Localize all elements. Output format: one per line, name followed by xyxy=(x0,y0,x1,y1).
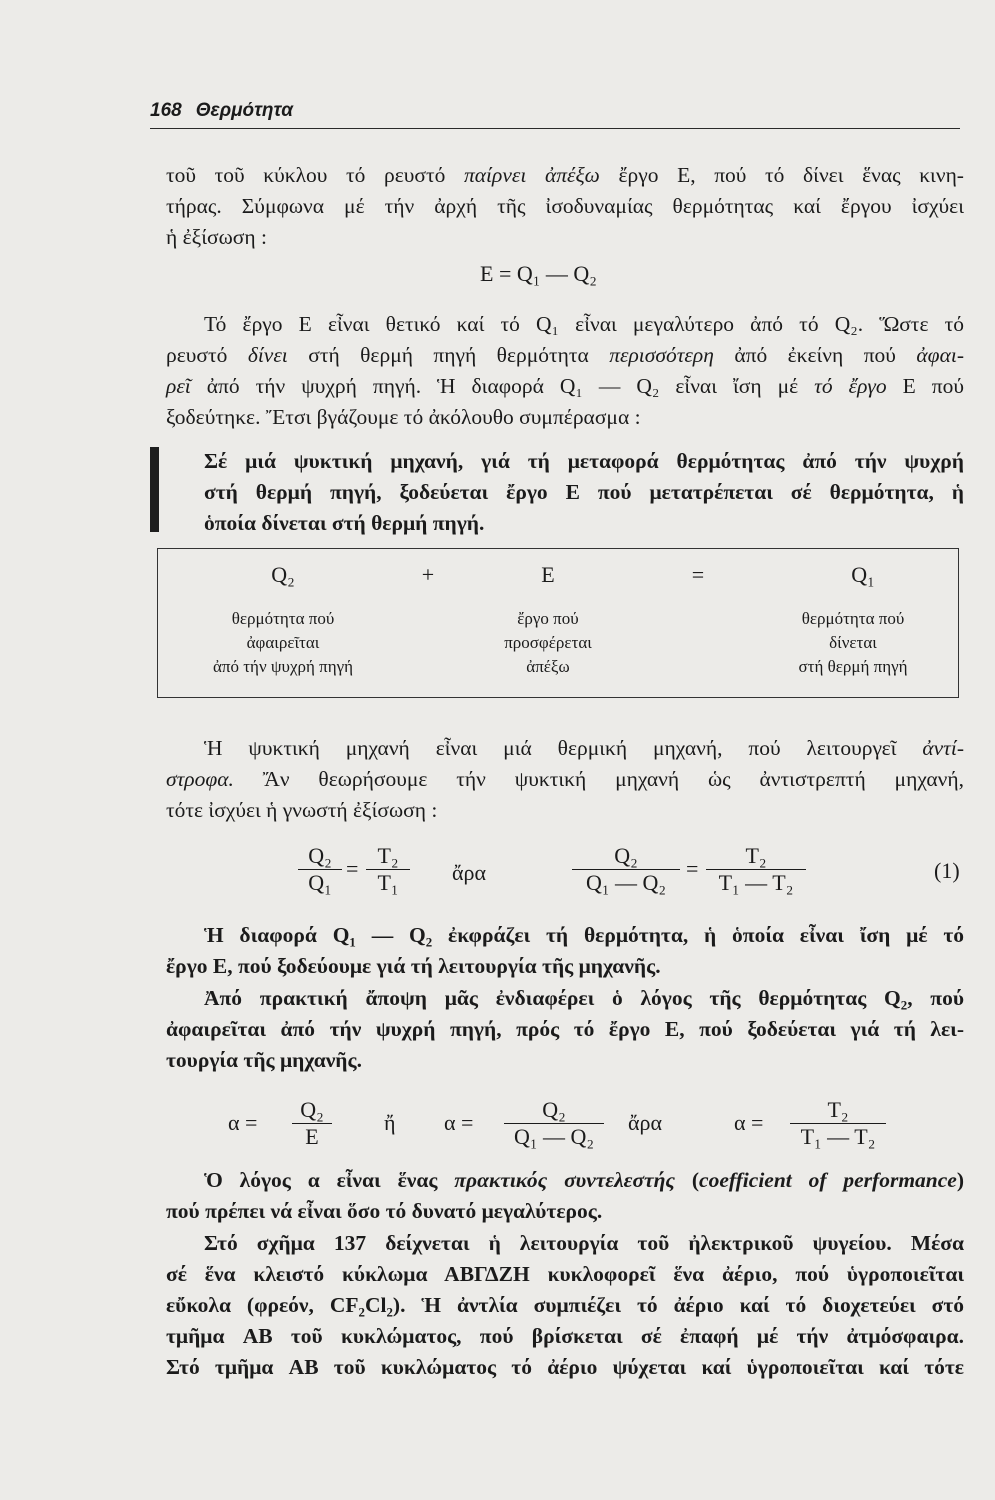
english-term: coefficient of performance xyxy=(699,1168,957,1192)
energy-balance-box xyxy=(157,548,959,698)
denominator: Q₁ — Q₂ xyxy=(504,1123,604,1150)
desc-line: θερμότητα πού xyxy=(801,609,905,628)
text-line: ἡ ἐξίσωση : xyxy=(166,225,267,249)
text-line: Ἀπό πρακτική ἄποψη μᾶς ἐνδιαφέρει ὁ λόγος τῆς θερμότητας Q₂, πού xyxy=(204,986,964,1010)
text-segment: Ὁ λόγος α εἶναι ἕνας xyxy=(204,1168,455,1192)
emphasis-text: παίρνει ἀπέξω xyxy=(464,163,600,187)
paragraph-3 xyxy=(166,733,964,826)
text-line: ἀφαιρεῖται ἀπό τήν ψυχρή πηγή, πρός τό ἔργο E, πού ξοδεύεται γιά τή λει- xyxy=(166,1017,964,1041)
fraction-t2-over-diff xyxy=(790,1097,886,1150)
numerator: Q₂ xyxy=(300,1097,324,1122)
desc-line: δίνεται xyxy=(829,633,877,652)
text-line: Στό σχῆμα 137 δείχνεται ἡ λειτουργία τοῦ ἠλεκτρικοῦ ψυγείου. Μέσα xyxy=(204,1231,964,1255)
box-e-description xyxy=(458,607,638,679)
desc-line: ἔργο πού xyxy=(517,609,579,628)
box-q1-description xyxy=(758,607,948,679)
equation-work: E = Q₁ — Q₂ xyxy=(480,261,597,286)
text-line: ἔργο E, πού ξοδεύουμε γιά τή λειτουργία τῆς μηχανῆς. xyxy=(166,954,661,978)
desc-line: θερμότητα πού xyxy=(231,609,335,628)
emphasis-text: ἀφαι- xyxy=(916,343,964,367)
text-segment: ἔργο E, πού τό δίνει ἕνας κινη- xyxy=(599,163,964,187)
therefore-word: ἄρα xyxy=(628,1110,663,1135)
text-line: στή θερμή πηγή, ξοδεύεται ἔργο E πού μετατρέπεται σέ θερμότητα, ἡ xyxy=(204,480,964,504)
numerator: Q₂ xyxy=(308,843,332,868)
running-header xyxy=(150,100,293,122)
desc-line: ἀπό τήν ψυχρή πηγή xyxy=(212,657,353,676)
text-line: τήρας. Σύμφωνα μέ τήν ἀρχή τῆς ἰσοδυναμίας θερμότητας καί ἔργου ἰσχύει xyxy=(166,194,964,218)
text-line: εὔκολα (φρεόν, CF₂Cl₂). Ἡ ἀντλία συμπιέζει τό ἀέριο καί τό διοχετεύει στό xyxy=(166,1293,964,1317)
denominator: Q₁ — Q₂ xyxy=(572,869,680,896)
text-line: τότε ἰσχύει ἡ γνωστή ἐξίσωση : xyxy=(166,798,438,822)
therefore-word: ἄρα xyxy=(452,860,487,885)
denominator: T₁ — T₂ xyxy=(706,869,806,896)
numerator: T₂ xyxy=(745,843,767,868)
box-plus: + xyxy=(421,562,435,587)
fraction-q2-over-diff xyxy=(572,843,680,896)
text-line: Σέ μιά ψυκτική μηχανή, γιά τή μεταφορά θερμότητας ἀπό τήν ψυχρή xyxy=(204,449,964,473)
text-segment: E πού xyxy=(886,374,965,398)
emphasis-text: στροφα. xyxy=(166,767,234,791)
text-line xyxy=(166,340,964,371)
text-segment: τοῦ τοῦ κύκλου τό ρευστό xyxy=(166,163,464,187)
denominator: T₁ — T₂ xyxy=(790,1123,886,1150)
emphasis-text: ἀντί- xyxy=(922,736,964,760)
fraction-t2-t1 xyxy=(366,843,410,896)
alpha-equals: α = xyxy=(734,1110,764,1135)
emphasis-text: ρεῖ xyxy=(166,374,191,398)
emphasis-text: τό ἔργο xyxy=(814,374,887,398)
text-line: Ἡ διαφορά Q₁ — Q₂ ἐκφράζει τή θερμότητα, ἡ ὁποία εἶναι ἴση μέ τό xyxy=(204,923,964,947)
denominator: E xyxy=(292,1123,332,1150)
desc-line: στή θερμή πηγή xyxy=(798,657,908,676)
text-segment: στή θερμή πηγή θερμότητα xyxy=(287,343,610,367)
numerator: Q₂ xyxy=(614,843,638,868)
text-line: τουργία τῆς μηχανῆς. xyxy=(166,1048,362,1072)
fraction-q2-q1 xyxy=(298,843,342,896)
paragraph-1 xyxy=(166,160,964,253)
paragraph-2 xyxy=(166,309,964,433)
box-q1: Q₁ xyxy=(851,562,875,587)
text-segment: Ἡ ψυκτική μηχανή εἶναι μιά θερμική μηχανή, πού λειτουργεῖ xyxy=(204,736,923,760)
text-line: τμῆμα AB τοῦ κυκλώματος, πού βρίσκεται σέ ἐπαφή μέ τήν ἀτμόσφαιρα. xyxy=(166,1324,964,1348)
denominator: T₁ xyxy=(366,869,410,896)
paragraph-4 xyxy=(166,920,964,982)
emphasis-text: δίνει xyxy=(247,343,288,367)
emphasis-text: πρακτικός συντελεστής xyxy=(454,1168,675,1192)
alpha-equals: α = xyxy=(444,1110,474,1135)
page-number: 168 xyxy=(150,100,182,121)
text-line: σέ ἕνα κλειστό κύκλωμα ΑΒΓΔΖΗ κυκλοφορεῖ ἕνα ἀέριο, πού ὑγροποιεῖται xyxy=(166,1262,964,1286)
paragraph-6 xyxy=(166,1165,964,1227)
conclusion-statement xyxy=(204,446,964,539)
desc-line: ἀπέξω xyxy=(526,657,570,676)
text-segment: ) xyxy=(956,1168,965,1192)
text-segment: ρευστό xyxy=(166,343,248,367)
text-line xyxy=(166,371,964,402)
text-line xyxy=(166,160,964,191)
box-e: E xyxy=(541,562,555,587)
text-line: ὁποία δίνεται στή θερμή πηγή. xyxy=(204,511,485,535)
header-rule xyxy=(150,128,960,129)
text-line xyxy=(166,1165,964,1196)
equals-sign: = xyxy=(346,856,359,881)
chapter-title: Θερμότητα xyxy=(195,100,294,121)
text-segment: ἀπό τήν ψυχρή πηγή. Ἡ διαφορά Q₁ — Q₂ εἶναι ἴση μέ xyxy=(190,374,815,398)
or-word: ἤ xyxy=(384,1110,396,1135)
text-line: Τό ἔργο E εἶναι θετικό καί τό Q₁ εἶναι μεγαλύτερο ἀπό τό Q₂. Ὥστε τό xyxy=(204,312,964,336)
text-line: Στό τμῆμα AB τοῦ κυκλώματος τό ἀέριο ψύχεται καί ὑγροποιεῖται καί τότε xyxy=(166,1355,964,1379)
box-q2-description xyxy=(168,607,398,679)
desc-line: ἀφαιρεῖται xyxy=(246,633,320,652)
text-line xyxy=(166,733,964,764)
box-equals: = xyxy=(691,562,705,587)
numerator: Q₂ xyxy=(542,1097,566,1122)
emphasis-text: περισσότερη xyxy=(609,343,714,367)
alpha-equals: α = xyxy=(228,1110,258,1135)
fraction-q2-e xyxy=(292,1097,332,1150)
fraction-t2-over-diff xyxy=(706,843,806,896)
numerator: T₂ xyxy=(377,843,399,868)
paragraph-5 xyxy=(166,983,964,1076)
box-q2: Q₂ xyxy=(271,562,295,587)
text-line: πού πρέπει νά εἶναι ὅσο τό δυνατό μεγαλύτερος. xyxy=(166,1199,603,1223)
text-line: ξοδεύτηκε. Ἔτσι βγάζουμε τό ἀκόλουθο συμπέρασμα : xyxy=(166,405,641,429)
text-segment: ( xyxy=(675,1168,700,1192)
highlight-bar xyxy=(150,447,159,532)
equals-sign: = xyxy=(686,856,699,881)
desc-line: προσφέρεται xyxy=(504,633,592,652)
denominator: Q₁ xyxy=(298,869,342,896)
equation-label: (1) xyxy=(934,858,960,883)
paragraph-7 xyxy=(166,1228,964,1383)
fraction-q2-over-diff xyxy=(504,1097,604,1150)
text-segment: ἀπό ἐκείνη πού xyxy=(713,343,917,367)
text-segment: Ἄν θεωρήσουμε τήν ψυκτική μηχανή ὡς ἀντιστρεπτή μηχανή, xyxy=(233,767,964,791)
numerator: T₂ xyxy=(827,1097,849,1122)
text-line xyxy=(166,764,964,795)
